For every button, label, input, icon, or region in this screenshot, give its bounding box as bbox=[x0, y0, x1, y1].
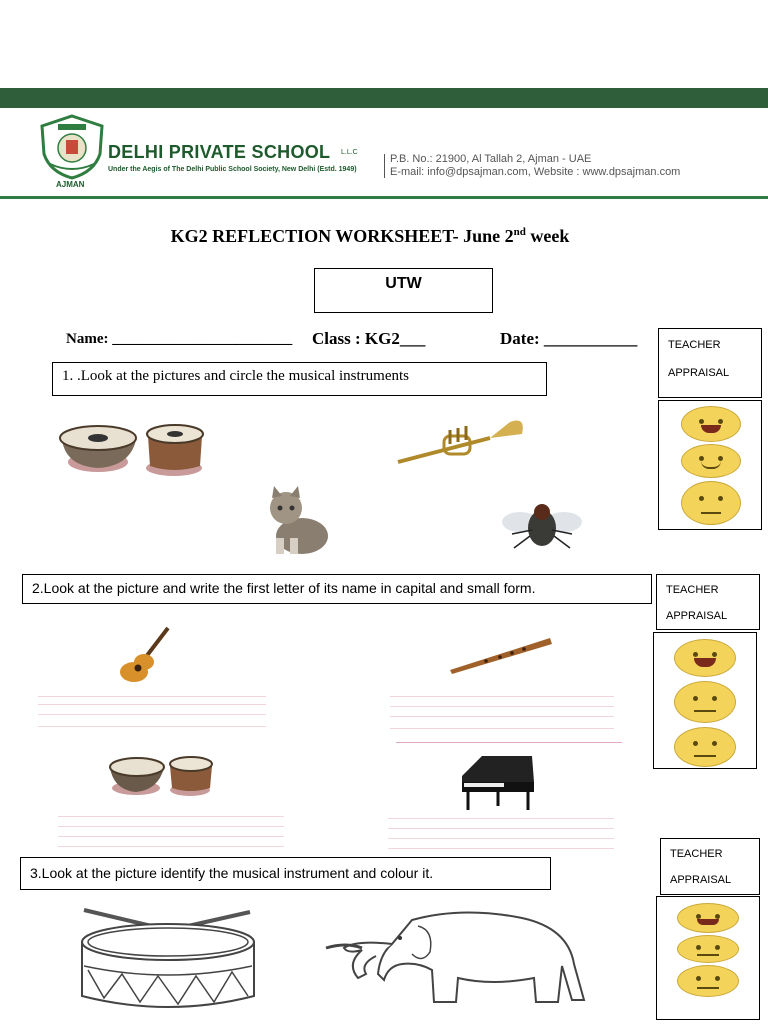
title-main: KG2 REFLECTION WORKSHEET- June 2 bbox=[170, 226, 514, 246]
writing-line[interactable] bbox=[38, 704, 266, 705]
flute-icon[interactable] bbox=[446, 632, 556, 676]
writing-line[interactable] bbox=[38, 726, 266, 727]
header-band bbox=[0, 88, 768, 108]
worksheet-title bbox=[0, 226, 740, 247]
tabla-icon[interactable] bbox=[108, 754, 216, 798]
happy-smiley-icon[interactable] bbox=[677, 903, 739, 933]
writing-line[interactable] bbox=[388, 838, 614, 839]
drum-icon[interactable] bbox=[78, 906, 258, 1012]
smiley-box-1 bbox=[658, 400, 762, 530]
guitar-icon[interactable] bbox=[118, 624, 172, 684]
class-field[interactable]: Class : KG2___ bbox=[312, 329, 426, 348]
teacher-appraisal-1 bbox=[658, 328, 762, 398]
school-aegis: Under the Aegis of The Delhi Public School Society, New Delhi (Estd. 1949) bbox=[108, 166, 357, 173]
writing-line[interactable] bbox=[390, 716, 614, 717]
tabla-icon[interactable] bbox=[58, 420, 210, 478]
school-crest-icon bbox=[36, 114, 108, 180]
smile-smiley-icon[interactable] bbox=[681, 444, 741, 478]
cat-icon bbox=[262, 484, 330, 556]
subject-box: UTW bbox=[314, 268, 493, 313]
piano-icon[interactable] bbox=[458, 752, 538, 814]
writing-line[interactable] bbox=[388, 848, 614, 849]
address-line-1: P.B. No.: 21900, Al Tallah 2, Ajman - UAE bbox=[390, 153, 592, 165]
address-line-2: E-mail: info@dpsajman.com, Website : www.dpsajman.com bbox=[390, 166, 681, 178]
appraisal-label: TEACHER bbox=[668, 339, 721, 351]
title-sup: nd bbox=[513, 226, 526, 238]
writing-line[interactable] bbox=[388, 818, 614, 819]
writing-line[interactable] bbox=[396, 742, 622, 743]
happy-smiley-icon[interactable] bbox=[674, 639, 736, 677]
appraisal-label: TEACHER bbox=[670, 848, 723, 860]
writing-line[interactable] bbox=[390, 696, 614, 697]
neutral-smiley-icon[interactable] bbox=[677, 965, 739, 997]
appraisal-label: TEACHER bbox=[666, 584, 719, 596]
smiley-box-3 bbox=[656, 896, 760, 1020]
elephant-icon bbox=[322, 904, 592, 1008]
happy-smiley-icon[interactable] bbox=[681, 406, 741, 442]
name-field[interactable]: Name: ________________________ bbox=[66, 331, 293, 347]
question-3: 3.Look at the picture identify the musical instrument and colour it. bbox=[20, 857, 551, 890]
writing-line[interactable] bbox=[390, 728, 614, 729]
school-address bbox=[390, 153, 680, 179]
writing-line[interactable] bbox=[58, 826, 284, 827]
writing-line[interactable] bbox=[390, 706, 614, 707]
school-city: AJMAN bbox=[56, 180, 85, 189]
writing-line[interactable] bbox=[58, 816, 284, 817]
appraisal-label: APPRAISAL bbox=[670, 874, 732, 886]
neutral-smiley-icon[interactable] bbox=[674, 681, 736, 723]
school-llc: L.L.C bbox=[341, 149, 358, 156]
writing-line[interactable] bbox=[388, 828, 614, 829]
date-field[interactable]: Date: ___________ bbox=[500, 329, 638, 348]
fly-icon bbox=[500, 500, 584, 552]
neutral-smiley-icon[interactable] bbox=[681, 481, 741, 525]
smiley-box-2 bbox=[653, 632, 757, 769]
writing-line[interactable] bbox=[58, 846, 284, 847]
teacher-appraisal-3 bbox=[660, 838, 760, 895]
school-name: DELHI PRIVATE SCHOOL bbox=[108, 142, 331, 162]
appraisal-label: APPRAISAL bbox=[668, 367, 730, 379]
header-divider bbox=[384, 154, 385, 178]
writing-line[interactable] bbox=[38, 714, 266, 715]
question-2: 2.Look at the picture and write the first letter of its name in capital and small form. bbox=[22, 574, 652, 604]
trumpet-icon[interactable] bbox=[394, 414, 528, 468]
appraisal-label: APPRAISAL bbox=[666, 610, 728, 622]
header-rule bbox=[0, 196, 768, 199]
writing-line[interactable] bbox=[58, 836, 284, 837]
writing-line[interactable] bbox=[38, 696, 266, 697]
question-1: 1. .Look at the pictures and circle the musical instruments bbox=[52, 362, 547, 396]
neutral-smiley-icon[interactable] bbox=[674, 727, 736, 767]
title-tail: week bbox=[525, 226, 570, 246]
neutral-smiley-icon[interactable] bbox=[677, 935, 739, 963]
teacher-appraisal-2 bbox=[656, 574, 760, 630]
